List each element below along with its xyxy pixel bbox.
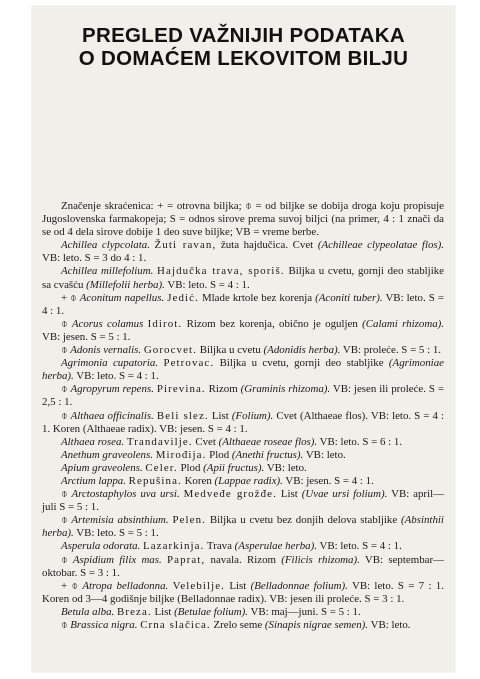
entry-drug-name: (Lappae radix).	[214, 474, 283, 487]
entry-drug-name: (Althaeae roseae flos).	[218, 435, 318, 448]
entry-symbols: ⌽	[61, 344, 68, 357]
title-line-2: O DOMAĆEM LEKOVITOM BILJU	[78, 47, 409, 70]
entry-drug-name: (Uvae ursi folium).	[301, 488, 388, 501]
entry-common-name: Žuti ravan,	[154, 239, 217, 252]
entry-common-name: Pirevina.	[156, 383, 206, 396]
entry-description: Zrelo seme	[213, 619, 263, 631]
entry-drug-name: (Betulae folium).	[174, 605, 248, 618]
entry-latin-name: Aspidium filix mas.	[72, 553, 162, 566]
entry-harvest-info: VB: leto. S = 5 : 1.	[76, 527, 159, 540]
plant-entry	[42, 606, 444, 619]
entry-common-name: Jedić.	[167, 291, 199, 304]
plant-entry	[42, 514, 444, 540]
plant-entry	[42, 540, 444, 553]
page-title	[32, 24, 455, 70]
entry-description: Cvet	[195, 435, 216, 448]
entry-common-name: Celer.	[145, 461, 178, 474]
entry-description: List	[280, 488, 298, 501]
entry-common-name: Beli slez.	[156, 409, 209, 422]
entry-latin-name: Agrimonia cupatoria.	[61, 357, 159, 370]
entry-description: Biljka u cvetu bez donjih delova stabljike	[209, 514, 398, 527]
plant-entry	[42, 475, 444, 488]
entry-latin-name: Arctostaphylos uva ursi.	[71, 488, 180, 501]
entry-harvest-info: VB: leto. S = 4 : 1.	[167, 278, 250, 291]
entry-harvest-info: VB: jesen ili proleće. S = 2,5 : 1.	[42, 383, 444, 409]
entry-symbols: ⌽	[61, 514, 68, 527]
entry-harvest-info: VB: leto.	[370, 619, 411, 631]
entry-symbols: ⌽	[61, 383, 68, 396]
entry-harvest-info: VB: jesen. S = 5 : 1.	[42, 330, 131, 343]
entry-harvest-info: VB: maj—juni. S = 5 : 1.	[250, 605, 361, 618]
entry-description: žuta hajdučica. Cvet	[220, 239, 314, 252]
entry-drug-name: (Folium).	[231, 409, 274, 422]
entry-common-name: Medveđe grožđe.	[183, 488, 277, 501]
entry-latin-name: Acorus colamus	[71, 317, 144, 330]
entry-harvest-info: VB: jesen. S = 4 : 1.	[285, 474, 374, 487]
entry-latin-name: Betula alba.	[61, 605, 115, 618]
entry-common-name: Velebilje.	[172, 579, 226, 592]
entry-drug-name: (Asperulae herba).	[234, 540, 317, 553]
entry-description: Biljka u cvetu	[199, 344, 261, 357]
entry-description: Rizom bez korenja, obično je oguljen	[186, 317, 358, 330]
entry-symbols: + ⌽	[61, 291, 77, 304]
entry-drug-name: (Adonidis herba).	[263, 344, 341, 357]
entry-drug-name: (Calami rhizoma).	[362, 317, 444, 330]
entry-harvest-info: VB: septembar—oktobar. S = 3 : 1.	[42, 553, 444, 579]
entry-harvest-info: VB: leto.	[305, 448, 346, 461]
entry-drug-name: (Filicis rhizoma).	[281, 553, 360, 566]
entry-symbols: ⌽	[61, 409, 68, 422]
plant-entry	[42, 449, 444, 462]
entry-description: List	[154, 605, 172, 618]
entry-symbols: ⌽	[61, 553, 68, 566]
plant-entry	[42, 488, 444, 514]
entry-common-name: Paprat,	[167, 553, 206, 566]
plant-entry	[42, 436, 444, 449]
entry-latin-name: Aconitum napellus.	[79, 291, 165, 304]
entry-drug-name: (Absinthii herba).	[42, 514, 444, 540]
entry-latin-name: Althaea rosea.	[61, 435, 125, 448]
plant-entry	[42, 344, 444, 357]
entry-latin-name: Arctium lappa.	[61, 474, 126, 487]
entry-harvest-info: VB: leto. S = 6 : 1.	[319, 435, 403, 448]
plant-entry	[42, 265, 444, 291]
entry-description: List	[211, 409, 229, 422]
plant-entry	[42, 357, 444, 383]
entry-drug-name: (Millefolii herba).	[86, 278, 165, 291]
entry-common-name: Pelen.	[172, 514, 206, 527]
entry-drug-name: (Belladonnae folium).	[250, 579, 348, 592]
abbreviations-label: Značenje skraćenica:	[61, 200, 154, 212]
book-page	[32, 6, 455, 672]
entry-harvest-info: VB: proleće. S = 5 : 1.	[342, 344, 442, 357]
entry-common-name: Mirođija.	[155, 448, 207, 461]
entry-drug-name: (Apii fructus).	[203, 461, 265, 474]
entry-harvest-info: VB: leto. S = 3 do 4 : 1.	[42, 252, 147, 265]
abbreviations-paragraph	[42, 200, 444, 239]
entry-common-name: Idirot.	[147, 317, 183, 330]
entry-symbols: ⌽	[61, 619, 68, 631]
entry-latin-name: Asperula odorata.	[61, 540, 141, 553]
entry-description: Biljka u cvetu, gornji deo stabljike	[219, 357, 384, 370]
entry-latin-name: Althaea officinalis.	[70, 409, 154, 422]
entry-description: Plod	[209, 448, 230, 461]
entry-drug-name: (Agrimoniae herba).	[42, 357, 444, 383]
entry-drug-name: (Anethi fructus).	[231, 448, 304, 461]
entry-common-name: Crna slačica.	[140, 619, 211, 631]
entry-description: Mlade krtole bez korenja	[201, 291, 313, 304]
entry-common-name: Repušina.	[128, 474, 182, 487]
entry-description: List	[229, 579, 247, 592]
entry-common-name: Gorocvet.	[143, 344, 197, 357]
entry-latin-name: Agropyrum repens.	[70, 383, 154, 396]
entry-description: Koren	[184, 474, 212, 487]
entry-common-name: Hajdučka trava, sporiš.	[157, 265, 285, 278]
entry-harvest-info: VB: leto.	[266, 461, 307, 474]
entry-latin-name: Brassica nigra.	[70, 619, 138, 631]
plant-entry	[42, 410, 444, 436]
entry-description: Trava	[206, 540, 232, 553]
entry-common-name: Trandavilje.	[126, 435, 193, 448]
entry-description: Plod	[180, 461, 201, 474]
plant-entry	[42, 318, 444, 344]
plant-entry	[42, 619, 444, 632]
entry-drug-name: (Achilleae clypeolatae flos).	[317, 239, 444, 252]
entry-drug-name: (Aconiti tuber).	[315, 291, 383, 304]
abbreviations-text: + = otrovna biljka; ⌽ = od biljke se dobija droga koju propisuje Jugoslovenska farmakopeja; S = odnos sirove prema suvoj biljci (na primer, 4 : 1 znači da se od 4 dela sirove dobije 1 deo suve biljke; VB = vreme berbe.	[42, 200, 444, 239]
entry-harvest-info: VB: april—juli S = 5 : 1.	[42, 488, 445, 514]
plant-entry	[42, 383, 444, 409]
entry-description: Biljka u cvetu, gornji deo stabljike sa cvašću	[42, 265, 444, 291]
entry-latin-name: Adonis vernalis.	[70, 344, 142, 357]
entry-latin-name: Atropa belladonna.	[82, 579, 169, 592]
entry-latin-name: Apium graveolens.	[61, 461, 143, 474]
entry-harvest-info: VB: leto. S = 4 : 1.	[42, 291, 444, 317]
entry-latin-name: Anethum graveolens.	[61, 448, 153, 461]
entry-drug-name: (Sinapis nigrae semen).	[264, 619, 369, 631]
plant-entry	[42, 462, 444, 475]
entry-symbols: ⌽	[61, 488, 68, 501]
entry-harvest-info: Cvet (Althaeae flos). VB: leto. S = 4 : 1. Koren (Althaeae radix). VB: jesen. S = 4 : 1.	[42, 409, 444, 435]
plant-entry	[42, 580, 444, 606]
text-body	[42, 200, 444, 632]
plant-entry	[42, 239, 444, 265]
entry-latin-name: Artemisia absinthium.	[71, 514, 169, 527]
entry-harvest-info: VB: leto. S = 4 : 1.	[76, 370, 159, 383]
plant-entries-list	[42, 239, 444, 632]
entry-common-name: Lazarkinja.	[143, 540, 205, 553]
entry-description: Rizom	[208, 383, 238, 396]
entry-symbols: ⌽	[61, 317, 68, 330]
title-line-1: PREGLED VAŽNIJIH PODATAKA	[82, 24, 405, 47]
entry-latin-name: Achillea millefolium.	[61, 265, 154, 278]
entry-symbols: + ⌽	[61, 579, 79, 592]
entry-description: navala. Rizom	[210, 553, 276, 566]
entry-common-name: Breza.	[116, 605, 152, 618]
entry-common-name: Petrovac.	[163, 357, 215, 370]
plant-entry	[42, 292, 444, 318]
entry-drug-name: (Graminis rhizoma).	[240, 383, 331, 396]
entry-harvest-info: VB: leto. S = 7 : 1. Koren od 3—4 godišnje biljke (Belladonnae radix). VB: jesen ili proleće. S = 3 : 1.	[42, 579, 444, 605]
entry-harvest-info: VB: leto. S = 4 : 1.	[319, 540, 402, 553]
plant-entry	[42, 554, 444, 580]
entry-latin-name: Achillea clypcolata.	[61, 239, 150, 252]
